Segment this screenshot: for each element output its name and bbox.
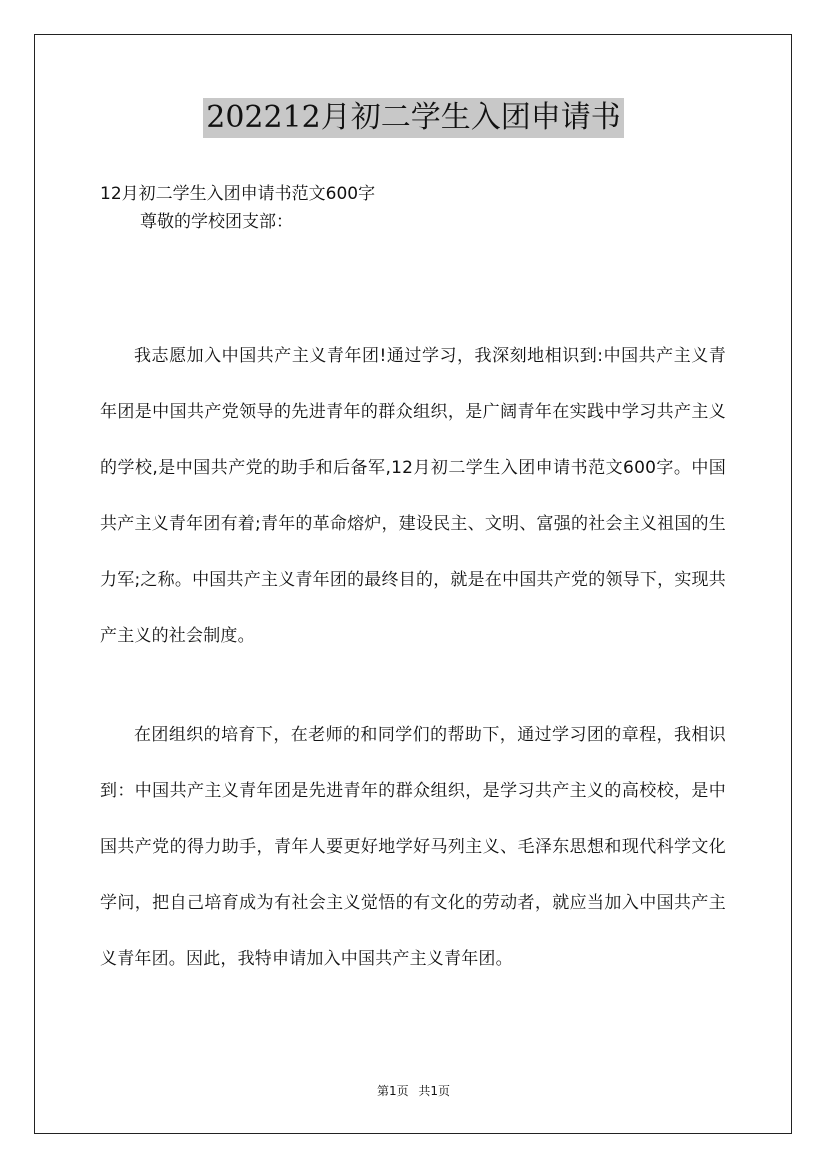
body-paragraph-2: 在团组织的培育下，在老师的和同学们的帮助下，通过学习团的章程，我相识到：中国共产主义青年团是先进青年的群众组织，是学习共产主义的高校校，是中国共产党的得力助手，青年人要更好地学好马列主义、毛泽东思想和现代科学文化学问，把自己培育成为有社会主义觉悟的有文化的劳动者，就应当加入中国共产主义青年团。因此，我特申请加入中国共产主义青年团。 xyxy=(100,725,726,969)
salutation: 尊敬的学校团支部： xyxy=(140,212,293,232)
document-title-wrapper xyxy=(0,98,827,138)
body-paragraph-1: 我志愿加入中国共产主义青年团!通过学习，我深刻地相识到:中国共产主义青年团是中国共产党领导的先进青年的群众组织，是广阔青年在实践中学习共产主义的学校,是中国共产党的助手和后备军,12月初二学生入团申请书范文600字。中国共产主义青年团有着;青年的革命熔炉，建设民主、文明、富强的社会主义祖国的生力军;之称。中国共产主义青年团的最终目的，就是在中国共产党的领导下，实现共产主义的社会制度。 xyxy=(100,346,726,646)
page-total: 共1页 xyxy=(418,1084,451,1098)
page-number: 第1页 xyxy=(376,1084,409,1098)
document-subtitle: 12月初二学生入团申请书范文600字 xyxy=(100,184,376,204)
document-title: 202212月初二学生入团申请书 xyxy=(203,98,624,138)
page-footer xyxy=(0,1082,827,1099)
